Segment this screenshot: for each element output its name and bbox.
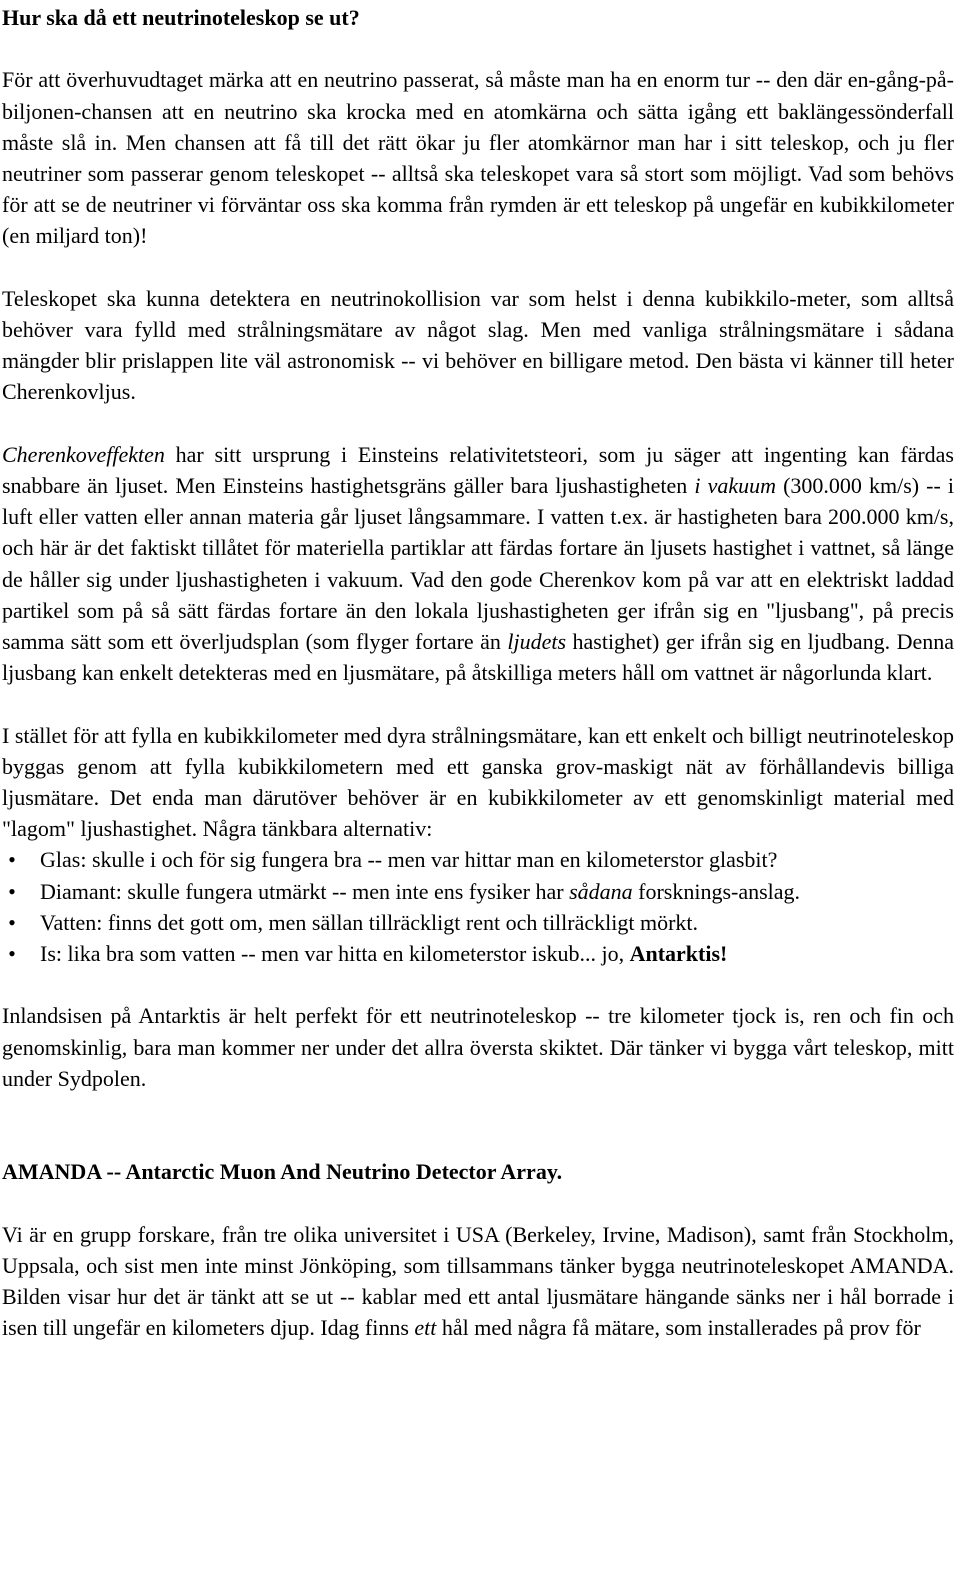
paragraph-text: Vi är en grupp forskare, från tre olika universitet i USA (Berkeley, Irvine, Madison), samt från Stockholm, Uppsala, och sist men inte minst Jönköping, som tillsammans tänker bygga neutrinoteleskopet AMANDA. Bilden visar hur det är tänkt att se ut -- kablar med ett antal ljusmätare hängande sänks ner i hål borrade i isen till ungefär en kilometers djup. Idag finns xyxy=(2,1221,954,1341)
paragraph-intro xyxy=(2,64,954,251)
list-item xyxy=(2,876,954,907)
bullet-icon: • xyxy=(8,878,16,904)
spacer xyxy=(2,252,954,283)
paragraph-detector xyxy=(2,283,954,408)
paragraph-amanda xyxy=(2,1219,954,1344)
document-page xyxy=(2,2,954,1344)
spacer xyxy=(2,969,954,1000)
list-item-text: Diamant: skulle fungera utmärkt -- men inte ens fysiker har xyxy=(40,878,570,904)
paragraph-text: I stället för att fylla en kubikkilometer med dyra strålningsmätare, kan ett enkelt och billigt neutrinoteleskop byggas genom att fylla kubikkilometern med ett ganska grov-maskigt nät av förhållandevis billiga ljusmätare. Det enda man därutöver behöver är en kubikkilometer av ett genomskinligt material med "lagom" ljushastighet. Några tänkbara alternativ: xyxy=(2,722,954,842)
spacer xyxy=(2,408,954,439)
paragraph-text: hål med några få mätare, som installerades på prov för xyxy=(436,1315,921,1341)
paragraph-text: (300.000 km/s) -- i luft eller vatten eller annan materia går ljuset långsammare. I vatten t.ex. är hastigheten bara 200.000 km/s, och här är det faktiskt tillåtet för materiella partiklar att färdas fortare än ljusets hastighet i vattnet, så länge de håller sig under ljushastigheten i vakuum. Vad den gode Cherenkov kom på var att en elektriskt laddad partikel som på så sätt färdas fortare än den lokala ljushastigheten ger ifrån sig en "ljusbang", på precis samma sätt som ett överljudsplan (som flyger fortare än xyxy=(2,473,955,655)
list-item-text: forsknings-anslag. xyxy=(632,878,801,904)
paragraph-text: Inlandsisen på Antarktis är helt perfekt för ett neutrinoteleskop -- tre kilometer tjock is, ren och fin och genomskinlig, bara man kommer ner under det allra översta skiktet. Där tänker vi bygga vårt teleskop, mitt under Sydpolen. xyxy=(2,1003,954,1091)
list-item xyxy=(2,907,954,938)
term-cherenkoveffekten: Cherenkoveffekten xyxy=(2,441,165,467)
spacer xyxy=(2,33,954,64)
bullet-icon: • xyxy=(8,909,16,935)
emphasis-ett: ett xyxy=(414,1315,437,1341)
section-heading-amanda: AMANDA -- Antarctic Muon And Neutrino Detector Array. xyxy=(2,1159,563,1185)
bullet-icon: • xyxy=(8,847,16,873)
paragraph-text: hastighet) ger ifrån sig en ljudbang. Denna ljusbang kan enkelt detekteras med en ljusmätare, på åtskilliga meters håll om vattnet är någorlunda klart. xyxy=(2,629,955,686)
emphasis-sadana: sådana xyxy=(569,878,633,904)
list-item xyxy=(2,938,954,969)
paragraph-alternatives-intro xyxy=(2,720,954,845)
paragraph-antarctica xyxy=(2,1000,954,1094)
list-item-text: Is: lika bra som vatten -- men var hitta en kilometerstor iskub... jo, xyxy=(40,941,630,967)
paragraph-text: har sitt ursprung i Einsteins relativitetsteori, som ju säger att ingenting kan färdas snabbare än ljuset. Men Einsteins hastighetsgräns gäller bara ljushastigheten xyxy=(2,441,954,498)
emphasis-vakuum: i vakuum xyxy=(694,473,776,498)
alternatives-list xyxy=(2,844,954,969)
spacer xyxy=(2,1188,954,1219)
paragraph-text: För att överhuvudtaget märka att en neutrino passerat, så måste man ha en enorm tur -- den där en-gång-på-biljonen-chansen att en neutrino ska krocka med en atomkärna och sätta igång ett baklängessönderfall måste slå in. Men chansen att få till det rätt ökar ju fler atomkärnor man har i sitt teleskop, och ju fler neutriner som passerar genom teleskopet -- alltså ska teleskopet vara så stort som möjligt. Vad som behövs för att se de neutriner vi förväntar oss ska komma från rymden är ett teleskop på ungefär en kubikkilometer (en miljard ton)! xyxy=(2,67,954,249)
list-item-text: Glas: skulle i och för sig fungera bra -- men var hittar man en kilometerstor glasbit? xyxy=(40,847,778,873)
paragraph-text: Teleskopet ska kunna detektera en neutrinokollision var som helst i denna kubikkilo-meter, som alltså behöver vara fylld med strålningsmätare av något slag. Men med vanliga strålningsmätare i sådana mängder blir prislappen lite väl astronomisk -- vi behöver en billigare metod. Den bästa vi känner till heter Cherenkovljus. xyxy=(2,285,954,405)
emphasis-antarktis: Antarktis! xyxy=(629,941,728,967)
paragraph-cherenkov xyxy=(2,439,954,689)
spacer xyxy=(2,1094,954,1156)
list-item xyxy=(2,844,954,875)
emphasis-ljudets: ljudets xyxy=(507,629,567,655)
section-heading: Hur ska då ett neutrinoteleskop se ut? xyxy=(2,5,360,30)
spacer xyxy=(2,688,954,719)
list-item-text: Vatten: finns det gott om, men sällan tillräckligt rent och tillräckligt mörkt. xyxy=(40,909,699,935)
bullet-icon: • xyxy=(8,941,16,967)
